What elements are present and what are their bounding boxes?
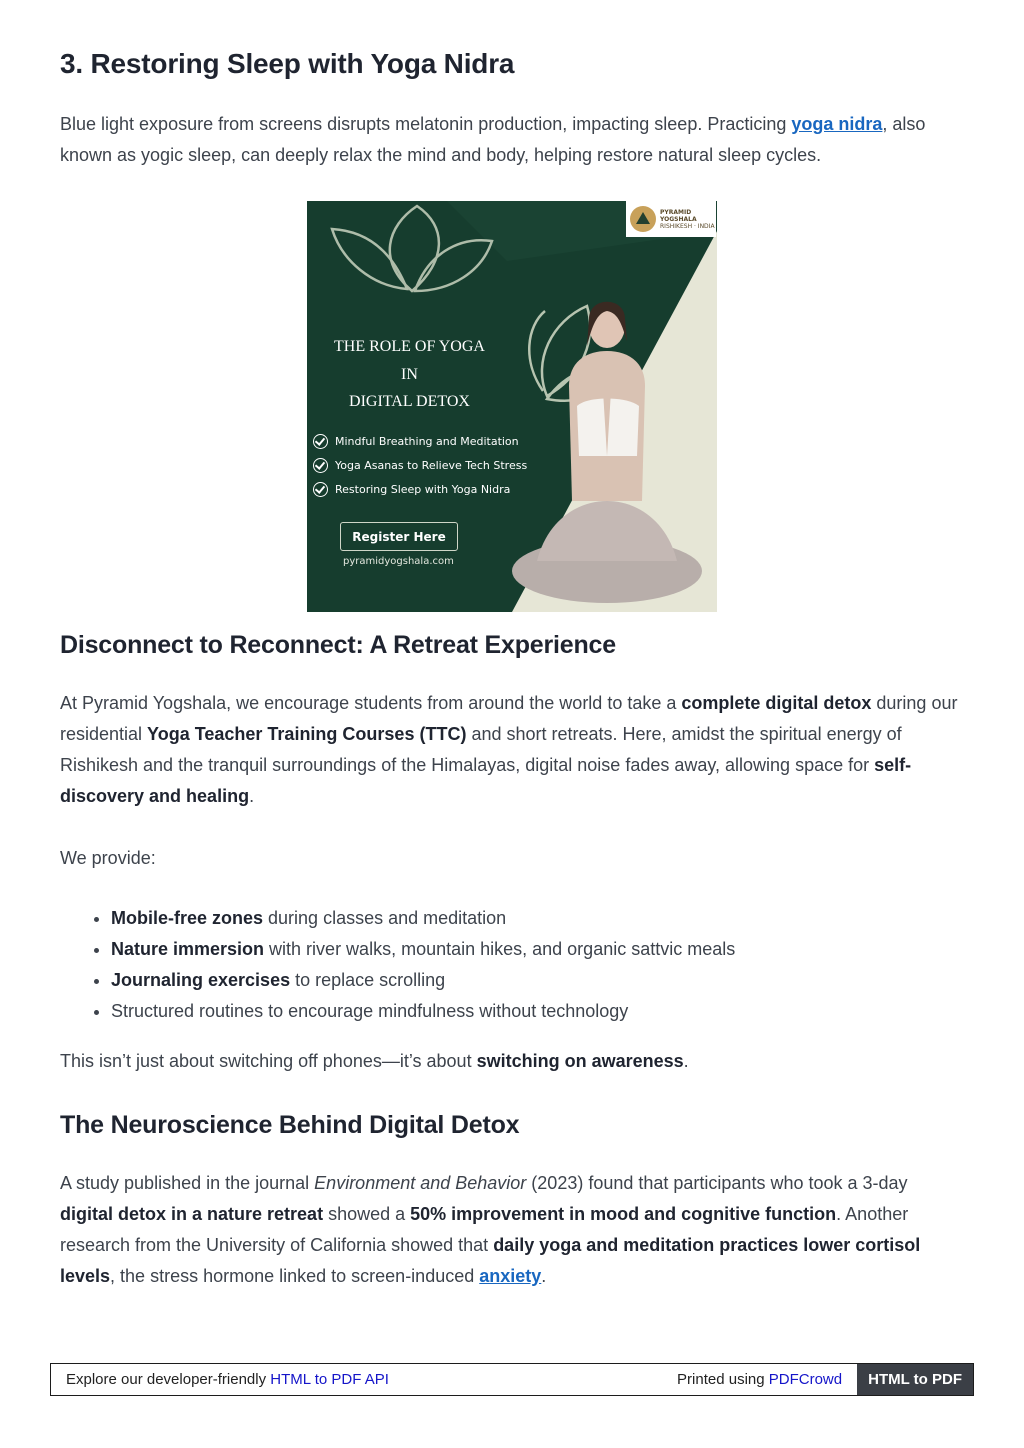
list-item: • Structured routines to encourage mindfulness without technology [111,996,1015,1027]
check-circle-icon [313,458,328,473]
poster-title-line1: THE ROLE OF YOGA [334,338,485,355]
poster-title-line2: IN [401,366,418,383]
section-heading-neuroscience: The Neuroscience Behind Digital Detox [60,1111,520,1139]
poster-checklist-item: Yoga Asanas to Relieve Tech Stress [313,458,527,473]
list-item: • Journaling exercises to replace scrolling [111,965,1015,996]
check-circle-icon [313,434,328,449]
closing-paragraph: This isn’t just about switching off phones—it’s about switching on awareness. [60,1051,689,1071]
poster-checklist-item: Restoring Sleep with Yoga Nidra [313,482,510,497]
neuroscience-paragraph: A study published in the journal Environment and Behavior (2023) found that participants who took a 3-day digital detox in a nature retreat showed a 50% improvement in mood and cognitive function. Another research from the University of California showed that daily yoga and meditation practices lower cortisol levels, the stress hormone linked to screen-induced anxiety. [60,1173,921,1286]
section-heading-sleep: 3. Restoring Sleep with Yoga Nidra [60,48,515,79]
pdfcrowd-link[interactable]: PDFCrowd [768,1371,843,1388]
yoga-nidra-link[interactable]: yoga nidra [791,114,883,134]
digital-detox-poster [307,201,717,612]
section-heading-retreat: Disconnect to Reconnect: A Retreat Experience [60,631,616,659]
html-to-pdf-api-link[interactable]: HTML to PDF API [270,1371,389,1388]
pyramid-yogshala-logo: PYRAMID YOGSHALA RISHIKESH · INDIA [626,201,716,237]
we-provide-text: We provide: [60,848,156,868]
provide-list [60,903,1015,1027]
sleep-paragraph: Blue light exposure from screens disrupts melatonin production, impacting sleep. Practicing yoga nidra, also known as yogic sleep, can deeply relax the mind and body, helping restore natural sleep cycles. [60,114,926,165]
check-circle-icon [313,482,328,497]
poster-checklist-item: Mindful Breathing and Meditation [313,434,519,449]
pdfcrowd-footer: Explore our developer-friendly HTML to PDF API Printed using PDFCrowd HTML to PDF [50,1363,974,1396]
retreat-paragraph: At Pyramid Yogshala, we encourage students from around the world to take a complete digital detox during our residential Yoga Teacher Training Courses (TTC) and short retreats. Here, amidst the spiritual energy of Rishikesh and the tranquil surroundings of the Himalayas, digital noise fades away, allowing space for self-discovery and healing. [60,693,958,806]
pyramid-logo-icon [630,206,656,232]
list-item: • Nature immersion with river walks, mountain hikes, and organic sattvic meals [111,934,1015,965]
html-to-pdf-button[interactable]: HTML to PDF [857,1364,973,1395]
poster-website: pyramidyogshala.com [343,556,454,567]
anxiety-link[interactable]: anxiety [479,1266,542,1286]
list-item: • Mobile-free zones during classes and meditation [111,903,1015,934]
poster-title-line3: DIGITAL DETOX [349,393,470,410]
poster-register-button: Register Here [340,522,458,551]
